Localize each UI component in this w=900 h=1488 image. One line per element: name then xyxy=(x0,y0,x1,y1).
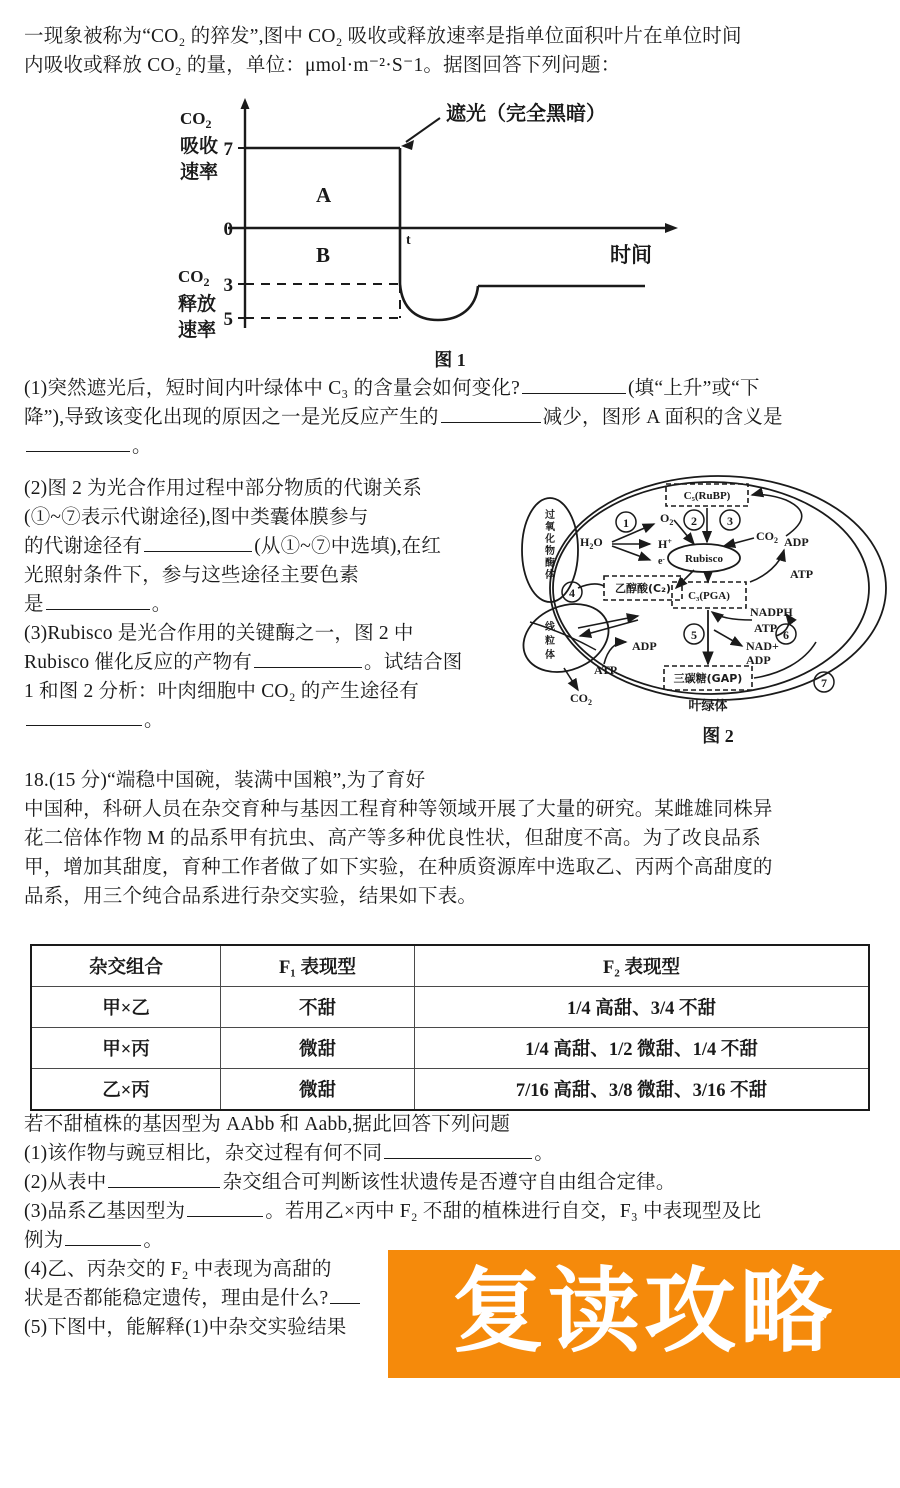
tail-q1-text: (1)该作物与豌豆相比，杂交过程有何不同 xyxy=(24,1143,383,1164)
pathway-2-label: 2 xyxy=(691,514,697,528)
y-axis-arrow xyxy=(241,98,250,109)
q2-blank-1[interactable] xyxy=(144,533,252,552)
tail-q2-text-b: 杂交组合可判断该性状遗传是否遵守自由组合定律。 xyxy=(222,1172,676,1193)
region-label-B: B xyxy=(316,243,331,267)
figure-2-diagram xyxy=(508,470,900,722)
figure-2-caption: 图 2 xyxy=(702,726,734,746)
watermark-text: 复读攻略 xyxy=(451,1258,836,1365)
q2-line-2: (①~⑦表示代谢途径),图中类囊体膜参与 xyxy=(24,507,369,528)
tail-q3-line-1 xyxy=(24,1197,882,1226)
tail-q4-text-b: 状是否都能稳定遗传，理由是什么? xyxy=(24,1288,329,1309)
tail-q4-blank[interactable] xyxy=(330,1285,360,1304)
peroxisome-label-c2: 氧 xyxy=(545,522,555,533)
q3-blank-1[interactable] xyxy=(254,649,362,668)
table-row xyxy=(31,1028,869,1069)
arrow-atp-to-adp-left xyxy=(604,642,626,664)
pathway-7-label: 7 xyxy=(821,676,827,690)
q1-blank-2[interactable] xyxy=(441,404,541,423)
q18-line-5: 品系，用三个纯合品系进行杂交实验，结果如下表。 xyxy=(24,886,478,907)
molecule-o2: $O_2$ xyxy=(660,511,674,527)
mitochondria-label-c2: 粒 xyxy=(545,636,555,647)
tick-label-3: 3 xyxy=(223,275,233,296)
q2-line-4: 光照射条件下，参与这些途径主要色素 xyxy=(24,565,359,586)
molecule-atp-top: ATP xyxy=(790,567,814,581)
intro-line-1: 一现象被称为“CO₂ 的猝发”,图中 CO₂ 吸收或释放速率是指单位面积叶片在单位时间 xyxy=(24,26,742,47)
pathway-6-label: 6 xyxy=(783,628,789,642)
tail-q2-blank[interactable] xyxy=(108,1169,220,1188)
node-label-rubp: C₅(RuBP) xyxy=(683,490,731,502)
q2-blank-2[interactable] xyxy=(46,591,150,610)
table-cell-cross-2: 甲×丙 xyxy=(31,1028,221,1069)
node-label-glycolate: 乙醇酸(C₂) xyxy=(615,582,671,595)
tail-q3-blank-2[interactable] xyxy=(65,1227,141,1246)
q3-text-b: 。试结合图 xyxy=(364,652,463,673)
tail-q1-blank[interactable] xyxy=(384,1140,532,1159)
question-18-body xyxy=(24,766,882,911)
q1-text-b: (填“上升”或“下 xyxy=(627,378,760,399)
tail-intro: 若不甜植株的基因型为 AAbb 和 Aabb,据此回答下列问题 xyxy=(24,1114,511,1135)
cross-results-table xyxy=(30,944,870,1111)
arrow-mito-to-co2 xyxy=(564,668,578,690)
figure-1 xyxy=(150,96,750,368)
q18-line-3: 花二倍体作物 M 的品系甲有抗虫、高产等多种优良性状，但甜度不高。为了改良品系 xyxy=(24,828,761,849)
table-cell-f1-2: 微甜 xyxy=(221,1028,415,1069)
q18-line-1: 18.(15 分)“端稳中国碗，装满中国粮”,为了育好 xyxy=(24,770,426,791)
tail-q1-period: 。 xyxy=(534,1143,554,1164)
y-axis-lower-label-line1: 释放 xyxy=(178,293,217,315)
q1-line-1 xyxy=(24,374,880,403)
table-cell-f2-2: 1/4 高甜、1/2 微甜、1/4 不甜 xyxy=(415,1028,870,1069)
table-cell-cross-1: 甲×乙 xyxy=(31,987,221,1028)
question-column-left xyxy=(24,474,494,735)
tail-q2-text-a: (2)从表中 xyxy=(24,1172,107,1193)
q3-line-2 xyxy=(24,648,494,677)
molecule-h2o: $H_2O$ xyxy=(580,535,603,551)
molecule-h-plus: H+ xyxy=(658,537,672,551)
tail-q3-text-c: 例为 xyxy=(24,1230,64,1251)
figure-1-chart xyxy=(150,96,750,346)
pathway-3-label: 3 xyxy=(727,514,733,528)
x-tick-label-t: t xyxy=(406,233,411,248)
q2-text-b: (从①~⑦中选填),在红 xyxy=(254,536,442,557)
q2-line-5 xyxy=(24,590,494,619)
q1-blank-1[interactable] xyxy=(522,375,626,394)
y-axis-upper-label-co2: $CO_2$ xyxy=(180,109,212,131)
question-3 xyxy=(24,619,494,735)
q3-line-3: 1 和图 2 分析：叶肉细胞中 CO₂ 的产生途径有 xyxy=(24,681,419,702)
x-axis-label: 时间 xyxy=(610,243,652,267)
mitochondria-label-c3: 体 xyxy=(545,650,555,661)
question-1 xyxy=(24,374,880,461)
peroxisome-label-c3: 化 xyxy=(545,534,555,545)
peroxisome-label-c5: 酶 xyxy=(545,558,555,569)
mitochondria-label-c1: 线 xyxy=(545,622,555,633)
peroxisome-label-c1: 过 xyxy=(545,510,555,521)
molecule-atp-left: ATP xyxy=(594,663,618,677)
pathway-4-label: 4 xyxy=(569,586,575,600)
tick-label-0: 0 xyxy=(223,219,233,240)
figure-2 xyxy=(508,470,900,760)
chloroplast-label: 叶绿体 xyxy=(688,699,728,714)
pathway-1-label: 1 xyxy=(623,516,629,530)
tail-q3-period: 。 xyxy=(143,1230,164,1251)
molecule-atp-mid: ATP xyxy=(754,621,778,635)
tick-label-5: 5 xyxy=(223,309,233,330)
annotation-arrow-line xyxy=(406,118,440,142)
arrow-glycolate-to-peroxisome xyxy=(578,584,604,588)
table-row xyxy=(31,987,869,1028)
molecule-adp-top: ADP xyxy=(784,535,809,549)
q18-line-4: 甲，增加其甜度，育种工作者做了如下实验，在种质资源库中选取乙、丙两个高甜度的 xyxy=(24,857,773,878)
q3-line-1: (3)Rubisco 是光合作用的关键酶之一，图 2 中 xyxy=(24,623,414,644)
peroxisome-label-c4: 物 xyxy=(545,546,555,557)
molecule-nadph: NADPH xyxy=(750,605,793,619)
q2-line-1: (2)图 2 为光合作用过程中部分物质的代谢关系 xyxy=(24,478,423,499)
q2-line-3 xyxy=(24,532,494,561)
q3-text-a: Rubisco 催化反应的产物有 xyxy=(24,652,252,673)
arrow-nadph-into-reduction xyxy=(712,612,752,620)
q1-text-a: (1)突然遮光后，短时间内叶绿体中 C₃ 的含量会如何变化? xyxy=(24,378,520,399)
molecule-co2-bottom: $CO_2$ xyxy=(570,691,592,707)
tail-q5-text: (5)下图中，能解释(1)中杂交实验结果 xyxy=(24,1317,347,1338)
molecule-adp-left: ADP xyxy=(632,639,657,653)
intro-line-2: 内吸收或释放 CO₂ 的量，单位：μmol·m⁻²·S⁻1。据图回答下列问题： xyxy=(24,55,621,76)
y-axis-lower-label-line2: 速率 xyxy=(178,319,217,341)
arrow-h2o-to-o2 xyxy=(612,524,654,542)
q2-text-c: 是 xyxy=(24,594,44,615)
q1-text-d: 减少，图形 A 面积的含义是 xyxy=(542,407,783,428)
node-label-pga: C₃(PGA) xyxy=(688,590,730,602)
q2-text-a: 的代谢途径有 xyxy=(24,536,143,557)
q3-text-c: 。 xyxy=(144,710,164,731)
tail-q4-text-a: (4)乙、丙杂交的 F₂ 中表现为高甜的 xyxy=(24,1259,332,1280)
q1-line-2 xyxy=(24,403,880,432)
q1-text-c: 降”),导致该变化出现的原因之一是光反应产生的 xyxy=(24,407,439,428)
table-header-cross: 杂交组合 xyxy=(31,945,221,987)
q1-line-3 xyxy=(24,432,880,461)
node-label-gap: 三碳糖(GAP) xyxy=(673,672,743,685)
arrow-to-nad-adp xyxy=(714,630,742,646)
co2-burst-curve xyxy=(400,284,478,320)
tail-q1 xyxy=(24,1139,882,1168)
watermark-banner xyxy=(388,1250,900,1378)
pathway-5-label: 5 xyxy=(691,628,697,642)
y-axis-lower-label-co2: $CO_2$ xyxy=(178,267,210,289)
molecule-co2-top: $CO_2$ xyxy=(756,529,778,545)
q18-line-2: 中国种，科研人员在杂交育种与基因工程育种等领域开展了大量的研究。某雌雄同株异 xyxy=(24,799,773,820)
table-header-row xyxy=(31,945,869,987)
question-2 xyxy=(24,474,494,619)
molecule-nad-plus: NAD+ xyxy=(746,639,779,653)
table-cell-cross-3: 乙×丙 xyxy=(31,1069,221,1111)
x-axis-arrow xyxy=(665,223,678,233)
table-cell-f2-1: 1/4 高甜、3/4 不甜 xyxy=(415,987,870,1028)
intro-paragraph xyxy=(24,22,880,80)
table-cell-f1-3: 微甜 xyxy=(221,1069,415,1111)
arrow-co2-to-rubisco xyxy=(724,538,754,546)
table-header-f1: F₁ 表现型 xyxy=(221,945,415,987)
q1-text-e: 。 xyxy=(132,436,152,457)
tail-q3-text-b: 。若用乙×丙中 F₂ 不甜的植株进行自交，F₃ 中表现型及比 xyxy=(265,1201,762,1222)
q2-text-d: 。 xyxy=(151,594,172,615)
y-axis-upper-label-line1: 吸收 xyxy=(180,135,219,157)
table-header-f2: F₂ 表现型 xyxy=(415,945,870,987)
tail-q3-blank-1[interactable] xyxy=(187,1198,263,1217)
peroxisome-label-c6: 体 xyxy=(545,570,555,581)
q3-blank-2[interactable] xyxy=(26,707,142,726)
figure-1-caption: 图 1 xyxy=(434,350,466,370)
node-label-rubisco: Rubisco xyxy=(685,553,723,565)
table-cell-f2-3: 7/16 高甜、3/8 微甜、3/16 不甜 xyxy=(415,1069,870,1111)
tick-label-7: 7 xyxy=(223,139,233,160)
tail-q2 xyxy=(24,1168,882,1197)
table-cell-f1-1: 不甜 xyxy=(221,987,415,1028)
molecule-electron: e- xyxy=(658,555,665,567)
region-label-A: A xyxy=(316,183,332,207)
tail-q3-text-a: (3)品系乙基因型为 xyxy=(24,1201,186,1222)
q1-blank-3[interactable] xyxy=(26,433,130,452)
molecule-adp-mid: ADP xyxy=(746,653,771,667)
arrow-h2o-to-electron xyxy=(612,546,650,560)
annotation-shading: 遮光（完全黑暗） xyxy=(446,101,606,125)
y-axis-upper-label-line2: 速率 xyxy=(180,161,219,183)
arrow-rubisco-to-glycolate xyxy=(676,570,694,588)
arrow-atp-to-adp-top xyxy=(750,550,784,582)
table-row xyxy=(31,1069,869,1111)
q3-line-4 xyxy=(24,706,494,735)
